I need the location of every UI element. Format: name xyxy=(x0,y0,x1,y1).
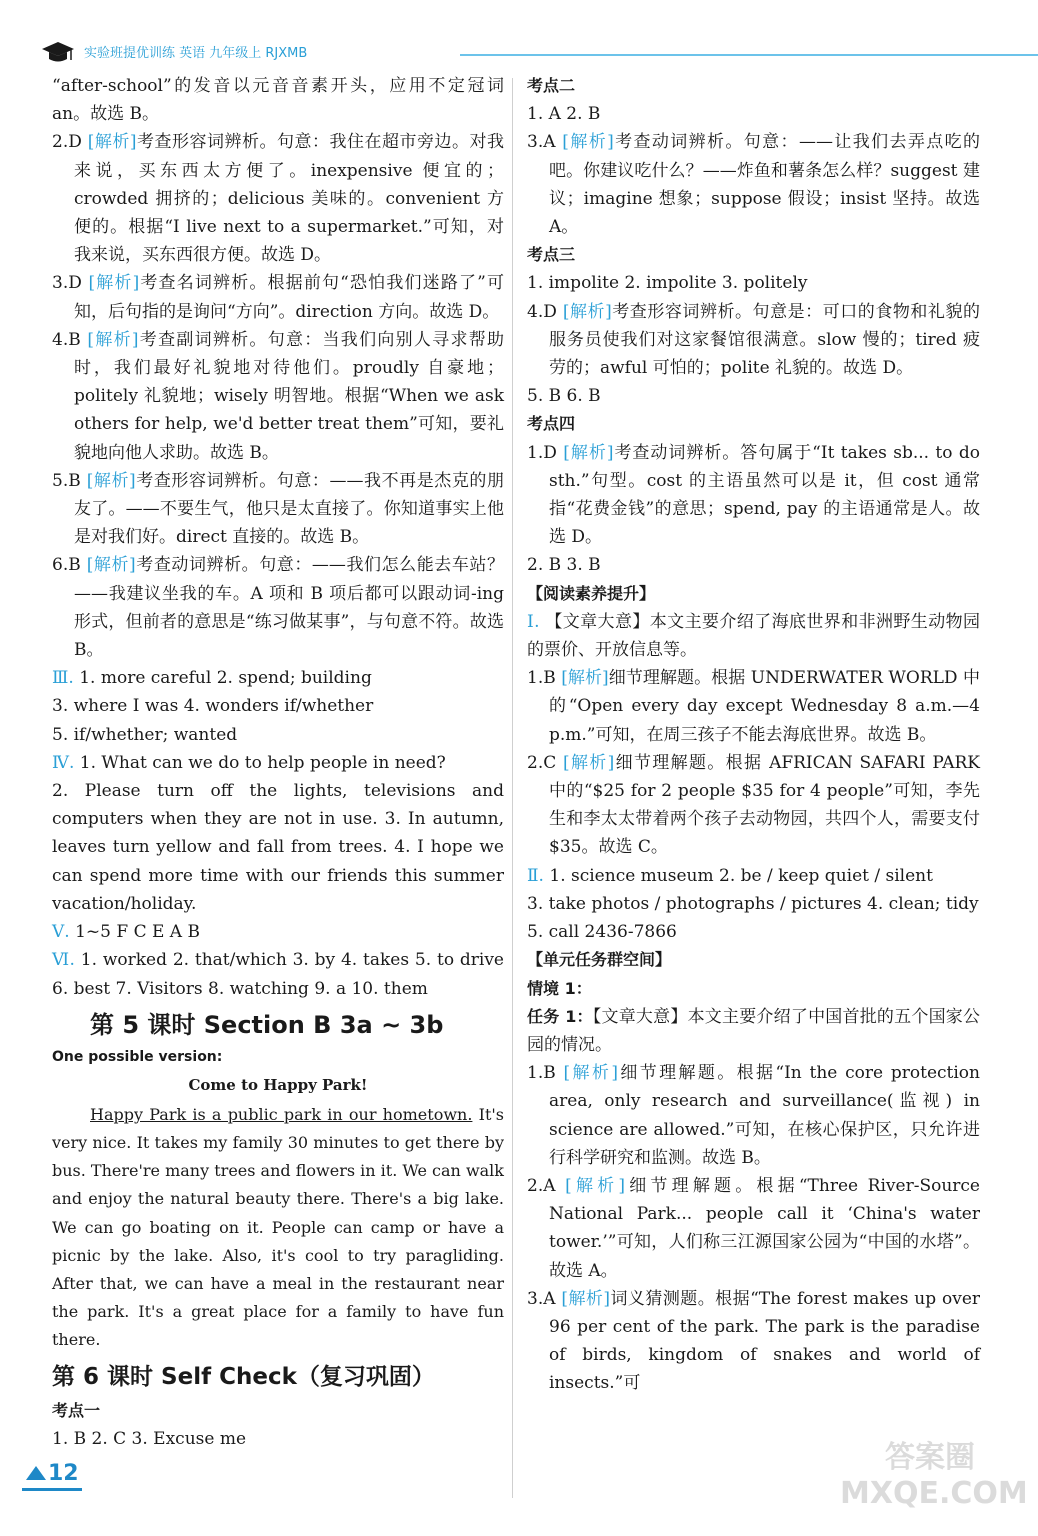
analysis-tag: [解析] xyxy=(555,1175,626,1196)
section-answers xyxy=(52,749,504,777)
graduation-cap-icon xyxy=(40,40,76,66)
analysis-label: 解析 xyxy=(569,442,607,463)
answer-item xyxy=(527,749,980,862)
essay-first-sentence: Happy Park is a public park in our hometown. xyxy=(90,1104,473,1124)
answer-line: 1. impolite 2. impolite 3. politely xyxy=(527,273,808,294)
section-heading: 情境 1： xyxy=(527,978,592,998)
roman-numeral: Ⅵ. xyxy=(52,950,75,971)
answer-item xyxy=(52,551,504,664)
answer-letter: A xyxy=(543,1175,556,1196)
analysis-label: 解析 xyxy=(570,1063,612,1084)
task-intro xyxy=(527,1003,980,1059)
analysis-text: 细节理解题。根据 UNDERWATER WORLD 中的“Open every day except Wednesday 8 a.m.—4 p.m.”可知，在周三孩子不能去海底世界。故选 B。 xyxy=(549,668,981,745)
roman-numeral: Ⅳ. xyxy=(52,752,75,773)
answer-line: 5. B 6. B xyxy=(527,386,601,407)
page-number: 12 xyxy=(48,1461,79,1486)
analysis-label: 解析 xyxy=(567,668,603,689)
section-heading: 考点四 xyxy=(527,414,576,434)
analysis-text: 考查动词辨析。句意：——我们怎么能去车站？——我建议坐我的车。A 项和 B 项后都可以跟动词-ing 形式，但前者的意思是“练习做某事”，与句意不符。故选 B。 xyxy=(74,555,505,661)
answer-line: “after-school”的发音以元音音素开头，应用不定冠词 an。故选 B。 xyxy=(52,76,504,125)
answer-item xyxy=(527,439,980,552)
item-number: 6. xyxy=(52,555,69,576)
answer-letter: B xyxy=(543,668,556,689)
analysis-tag: [解析] xyxy=(555,668,609,689)
page-header xyxy=(40,40,1000,68)
answer-item xyxy=(527,1285,980,1398)
roman-numeral: Ⅱ. xyxy=(527,865,544,886)
answer-line: 3. where I was 4. wonders if/whether xyxy=(52,696,374,717)
answer-line: 2. B 3. B xyxy=(527,555,601,576)
answer-letter: D xyxy=(68,273,82,294)
essay-title: Come to Happy Park! xyxy=(188,1075,368,1094)
answer-item xyxy=(52,128,504,269)
answer-letter: B xyxy=(543,1063,556,1084)
answer-line: 5. if/whether; wanted xyxy=(52,724,238,745)
answer-line: 3. take photos / photographs / pictures 4. clean; tidy xyxy=(527,893,979,914)
answer-letter: A xyxy=(543,1288,556,1309)
answer-item xyxy=(527,298,980,383)
section-answers xyxy=(52,918,504,946)
analysis-text: 考查形容词辨析。句意：我住在超市旁边。对我来说，买东西太方便了。inexpensive 便宜的；crowded 拥挤的；delicious 美味的。convenient 方便的。根据“I live next to a supermarket.”可知，对我来说，买东西很方便。故选 D。 xyxy=(74,132,505,266)
analysis-text: 词义猜测题。根据“The forest makes up over 96 per cent of the park. The park is the paradise of birds, kingdom of snakes and world of insects.”可 xyxy=(549,1288,981,1394)
analysis-tag: [解析] xyxy=(555,1063,618,1084)
analysis-tag: [解析] xyxy=(81,132,137,153)
roman-numeral: Ⅲ. xyxy=(52,668,74,689)
answer-letter: B xyxy=(68,555,81,576)
item-number: 2. xyxy=(527,752,544,773)
analysis-label: 解析 xyxy=(93,555,130,576)
analysis-tag: [解析] xyxy=(80,470,136,491)
answer-line: 1. A 2. B xyxy=(527,104,601,125)
answers-text: 1. science museum 2. be / keep quiet / silent xyxy=(549,865,933,886)
analysis-tag: [解析] xyxy=(80,329,139,350)
analysis-label: 解析 xyxy=(568,132,608,153)
answer-letter: A xyxy=(543,132,556,153)
analysis-text: 考查名词辨析。根据前句“恐怕我们迷路了”可知，后句指的是询问“方向”。direction 方向。故选 D。 xyxy=(74,273,504,322)
item-number: 2. xyxy=(527,1175,544,1196)
analysis-text: 考查形容词辨析。句意：——我不再是杰克的朋友了。——不要生气，他只是太直接了。你知道事实上他是对我们好。direct 直接的。故选 B。 xyxy=(74,470,505,548)
analysis-text: 考查动词辨析。句意：——让我们去弄点吃的吧。你建议吃什么？——炸鱼和薯条怎么样？suggest 建议；imagine 想象；suppose 假设；insist 坚持。故选 A。 xyxy=(549,132,981,238)
left-column xyxy=(52,72,504,1453)
lesson-title: 第 5 课时 Section B 3a ~ 3b xyxy=(90,1010,444,1039)
series-title: 实验班提优训练 英语 九年级上 RJXMB xyxy=(84,46,308,61)
analysis-text: 考查副词辨析。句意：当我们向别人寻求帮助时，我们最好礼貌地对待他们。proudly 自豪地；politely 礼貌地；wisely 明智地。根据“When we ask others for help, we'd better treat them”可知，要礼貌地向他人求助。故选 B。 xyxy=(74,329,504,463)
answer-line: 1. B 2. C 3. Excuse me xyxy=(52,1428,247,1449)
analysis-label: 解析 xyxy=(569,752,608,773)
answers-text: 【文章大意】本文主要介绍了海底世界和非洲野生动物园的票价、开放信息等。 xyxy=(527,611,981,661)
answer-letter: D xyxy=(68,132,82,153)
analysis-label: 解析 xyxy=(569,301,606,322)
page-number-badge xyxy=(22,1458,82,1492)
analysis-text: 考查动词辨析。答句属于“It takes sb... to do sth.”句型。cost 的主语虽然可以是 it，但 cost 通常指“花费金钱”的意思；spend, pay 的主语通常是人。故选 D。 xyxy=(549,442,980,548)
answers-text: 1. more careful 2. spend; building xyxy=(79,668,372,689)
roman-numeral: Ⅰ. xyxy=(527,611,540,632)
answers-text: 1. What can we do to help people in need? xyxy=(79,752,446,773)
analysis-label: 解析 xyxy=(94,132,130,153)
analysis-label: 解析 xyxy=(568,1288,604,1309)
answer-item xyxy=(527,1059,980,1172)
section-heading: 考点一 xyxy=(52,1400,101,1420)
section-answers xyxy=(527,608,980,664)
item-number: 3. xyxy=(527,132,544,153)
analysis-tag: [解析] xyxy=(81,273,140,294)
item-number: 3. xyxy=(527,1288,544,1309)
item-number: 1. xyxy=(527,1063,544,1084)
answer-letter: B xyxy=(68,329,81,350)
item-number: 3. xyxy=(52,273,69,294)
essay-body xyxy=(52,1101,504,1355)
section-heading: 【单元任务群空间】 xyxy=(527,950,672,970)
watermark: 答案圈 MXQE.COM xyxy=(840,1440,1028,1511)
section-answers xyxy=(52,946,504,1002)
answer-line: 2. Please turn off the lights, televisions and computers when they are not in use. 3. In autumn, leaves turn yellow and fall from trees. 4. I hope we can spend more time with our friends this summer vacation/holiday. xyxy=(52,781,504,914)
answer-line: 5. call 2436-7866 xyxy=(527,922,677,943)
item-number: 4. xyxy=(527,301,544,322)
answer-letter: C xyxy=(543,752,557,773)
section-heading: 考点二 xyxy=(527,76,576,95)
analysis-tag: [解析] xyxy=(555,1288,611,1309)
analysis-text: 考查形容词辨析。句意是：可口的食物和礼貌的服务员使我们对这家餐馆很满意。slow 慢的；tired 疲劳的；awful 可怕的；polite 礼貌的。故选 D。 xyxy=(549,301,981,379)
up-arrow-icon xyxy=(26,1466,46,1480)
answer-item xyxy=(52,326,504,467)
roman-numeral: Ⅴ. xyxy=(52,922,70,943)
item-number: 4. xyxy=(52,329,69,350)
analysis-label: 解析 xyxy=(571,1175,619,1196)
answers-text: 1. worked 2. that/which 3. by 4. takes 5. to drive 6. best 7. Visitors 8. watching 9. a 10. them xyxy=(52,950,504,999)
answer-item xyxy=(527,1172,980,1285)
analysis-tag: [解析] xyxy=(556,301,612,322)
analysis-tag: [解析] xyxy=(555,132,614,153)
task-text: 【文章大意】本文主要介绍了中国首批的五个国家公园的情况。 xyxy=(527,1006,980,1055)
analysis-tag: [解析] xyxy=(556,752,615,773)
analysis-tag: [解析] xyxy=(80,555,136,576)
answer-letter: B xyxy=(68,470,81,491)
analysis-tag: [解析] xyxy=(556,442,614,463)
lesson-title: 第 6 课时 Self Check（复习巩固） xyxy=(52,1363,435,1390)
section-answers xyxy=(527,862,980,890)
section-answers xyxy=(52,664,504,692)
section-heading: 考点三 xyxy=(527,245,576,265)
version-label: One possible version: xyxy=(52,1048,223,1065)
item-number: 5. xyxy=(52,470,69,491)
analysis-text: 细节理解题。根据“Three River-Source National Park... people call it ‘China's water tower.’”可知，人们称三江源国家公园为“中国的水塔”。故选 A。 xyxy=(549,1175,980,1281)
analysis-text: 细节理解题。根据“In the core protection area, only research and surveillance(监视) in science are allowed.”可知，在核心保护区，只允许进行科学研究和监测。故选 B。 xyxy=(549,1063,980,1168)
section-heading: 【阅读素养提升】 xyxy=(527,583,656,603)
answer-letter: D xyxy=(543,301,557,322)
answer-item xyxy=(527,128,980,241)
item-number: 2. xyxy=(52,132,69,153)
answer-item xyxy=(52,269,504,325)
page-number-underline xyxy=(22,1488,82,1491)
task-label: 任务 1： xyxy=(527,1006,593,1026)
column-divider xyxy=(512,78,513,1498)
analysis-label: 解析 xyxy=(93,470,130,491)
answer-item xyxy=(527,664,980,749)
item-number: 1. xyxy=(527,668,544,689)
analysis-label: 解析 xyxy=(95,273,133,294)
analysis-label: 解析 xyxy=(94,329,132,350)
essay-text: It's very nice. It takes my family 30 minutes to get there by bus. There're many trees and flowers in it. We can walk and enjoy the natural beauty there. There's a big lake. We can go boating on it. People can camp or have a picnic by the lake. Also, it's cool to try paragliding. After that, we can have a meal in the restaurant near the park. It's a great place for a family to have fun there. xyxy=(52,1104,505,1350)
answer-item xyxy=(52,467,504,552)
right-column xyxy=(527,72,980,1398)
item-number: 1. xyxy=(527,442,544,463)
header-rule xyxy=(460,54,1038,56)
analysis-text: 细节理解题。根据 AFRICAN SAFARI PARK 中的“$25 for 2 people $35 for 4 people”可知，李先生和李太太带着两个孩子去动物园，共四个人，需要支付 $35。故选 C。 xyxy=(549,752,980,858)
answers-text: 1~5 F C E A B xyxy=(75,922,200,943)
answer-letter: D xyxy=(543,442,557,463)
